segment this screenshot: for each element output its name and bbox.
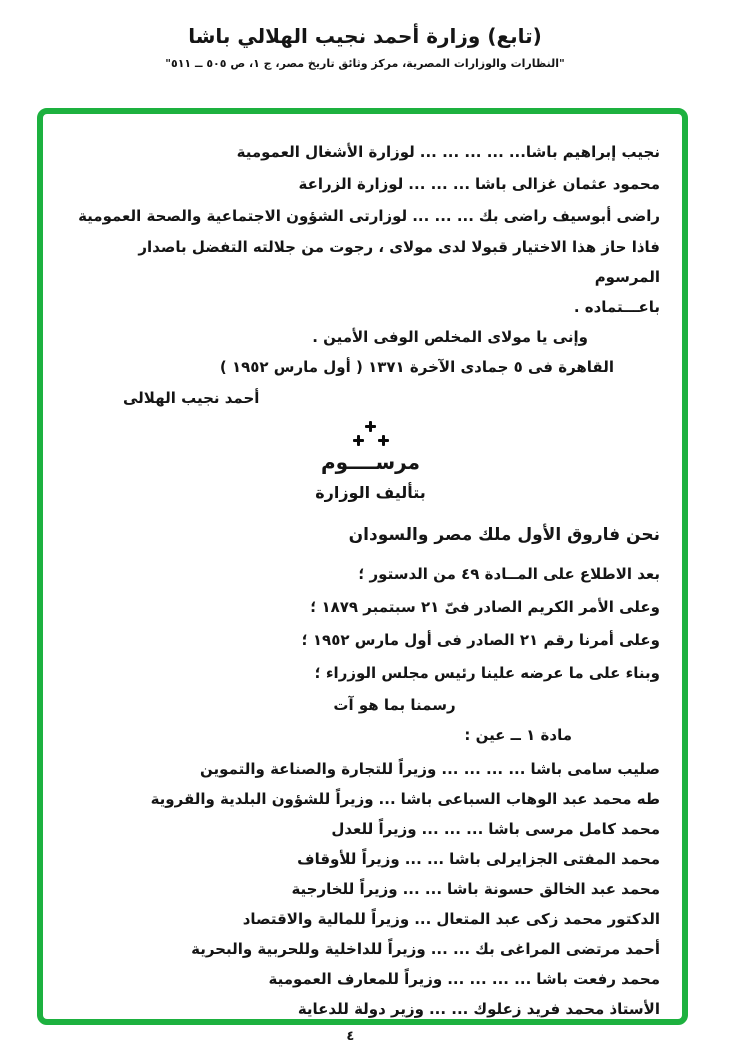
minister-name: طه محمد عبد الوهاب السباعى باشا <box>400 790 660 808</box>
minister-name: محمد كامل مرسى باشا <box>488 820 660 838</box>
minister-role: وزيراً للعدل <box>331 820 417 838</box>
minister-name: الدكتور محمد زكى عبد المتعال <box>436 910 660 928</box>
minister-row <box>81 904 660 934</box>
dot-leader: ... ... ... ... <box>419 143 504 161</box>
article-1-heading: مادة ١ ــ عين : <box>464 726 572 744</box>
appointment-line <box>81 168 660 200</box>
request-paragraph-line-1: فاذا حاز هذا الاختيار قبولا لدى مولاى ، رجوت من جلالته التفضل باصدار المرسوم <box>138 238 660 286</box>
royal-preamble: نحن فاروق الأول ملك مصر والسودان <box>348 525 660 545</box>
minister-name: الأستاذ محمد فريد زعلوك <box>473 1000 660 1018</box>
minister-name: محمد عبد الخالق حسونة باشا <box>447 880 660 898</box>
minister-row <box>81 814 660 844</box>
request-paragraph-line-2: باعـــتماده . <box>573 298 660 316</box>
dot-leader: ... ... ... <box>412 207 474 225</box>
separator-top-row <box>365 421 376 432</box>
minister-role: وزيراً للمالية والاقتصاد <box>242 910 410 928</box>
dot-leader: ... ... ... ... <box>447 970 532 988</box>
minister-role: وزيراً للخارجية <box>291 880 398 898</box>
plus-star-icon <box>378 435 389 446</box>
appointee-role: لوزارتى الشؤون الاجتماعية والصحة العمومية <box>78 207 408 225</box>
appointment-line <box>78 200 660 232</box>
green-frame <box>37 108 688 1025</box>
ministers-list <box>81 754 660 1024</box>
document-title: (تابع) وزارة أحمد نجيب الهلالي باشا <box>188 24 542 48</box>
recital-line: وعلى الأمر الكريم الصادر فىّ ٢١ سبتمبر ١٨٧٩ ؛ <box>310 598 660 616</box>
date-line: القاهرة فى ٥ جمادى الآخرة ١٣٧١ ( أول مارس ١٩٥٢ ) <box>219 358 614 376</box>
dot-leader: ... <box>378 790 396 808</box>
page-number: ٤ <box>346 1029 355 1044</box>
appointee-role: لوزارة الزراعة <box>298 175 404 193</box>
minister-row <box>81 934 660 964</box>
appointment-line <box>81 136 660 168</box>
decree-title: مرســــوم <box>320 450 421 474</box>
dot-leader: ... ... ... ... <box>441 760 526 778</box>
minister-name: محمد رفعت باشا <box>536 970 660 988</box>
decree-subtitle: بتأليف الوزارة <box>315 483 426 502</box>
minister-role: وزير دولة للدعاية <box>297 1000 424 1018</box>
minister-role: وزيراً للتجارة والصناعة والتموين <box>200 760 437 778</box>
dot-leader: ... ... <box>428 1000 469 1018</box>
document-body <box>43 114 682 1019</box>
minister-role: وزيراً للأوقاف <box>297 850 400 868</box>
minister-name: محمد المفتى الجزايرلى باشا <box>449 850 660 868</box>
minister-row <box>81 994 660 1024</box>
minister-role: وزيراً للمعارف العمومية <box>268 970 443 988</box>
minister-name: أحمد مرتضى المراغى بك <box>475 940 660 958</box>
dot-leader: ... ... ... <box>408 175 471 193</box>
plus-star-icon <box>353 435 364 446</box>
section-separator <box>81 420 660 446</box>
source-citation: "النظارات والوزارات المصرية، مركز وثائق تاريخ مصر، ج ١، ص ٥٠٥ ــ ٥١١" <box>165 57 565 70</box>
signature: أحمد نجيب الهلالى <box>123 389 260 407</box>
minister-row <box>81 844 660 874</box>
minister-row <box>81 874 660 904</box>
minister-row <box>81 754 660 784</box>
appointee-role: لوزارة الأشغال العمومية <box>236 143 415 161</box>
minister-name: صليب سامى باشا <box>530 760 660 778</box>
page-header <box>0 24 730 70</box>
dot-leader: ... ... ... <box>421 820 484 838</box>
dot-leader: ... <box>414 910 432 928</box>
plus-star-icon <box>365 421 376 432</box>
appointee-name: محمود عثمان غزالى باشا <box>475 175 660 193</box>
dot-leader: ... ... <box>402 880 443 898</box>
dot-leader: ... ... <box>404 850 445 868</box>
minister-row <box>81 784 660 814</box>
minister-role: وزيراً للشؤون البلدية والقروية <box>150 790 374 808</box>
valediction-line: وإنى يا مولاى المخلص الوفى الأمين . <box>312 328 588 346</box>
dot-leader: ... ... <box>430 940 471 958</box>
recital-line: وبناء على ما عرضه علينا رئيس مجلس الوزراء ؛ <box>314 664 660 682</box>
separator-bottom-row <box>353 435 389 446</box>
recital-line: وعلى أمرنا رقم ٢١ الصادر فى أول مارس ١٩٥٢ ؛ <box>301 631 660 649</box>
appointee-name: نجيب إبراهيم باشا... <box>508 143 660 161</box>
appointee-name: راضى أبوسيف راضى بك <box>478 207 660 225</box>
minister-role: وزيراً للداخلية وللحربية والبحرية <box>191 940 426 958</box>
recital-line: بعد الاطلاع على المــادة ٤٩ من الدستور ؛ <box>358 565 660 583</box>
minister-row <box>81 964 660 994</box>
recitals <box>81 558 660 690</box>
enactment-line: رسمنا بما هو آت <box>333 696 456 714</box>
